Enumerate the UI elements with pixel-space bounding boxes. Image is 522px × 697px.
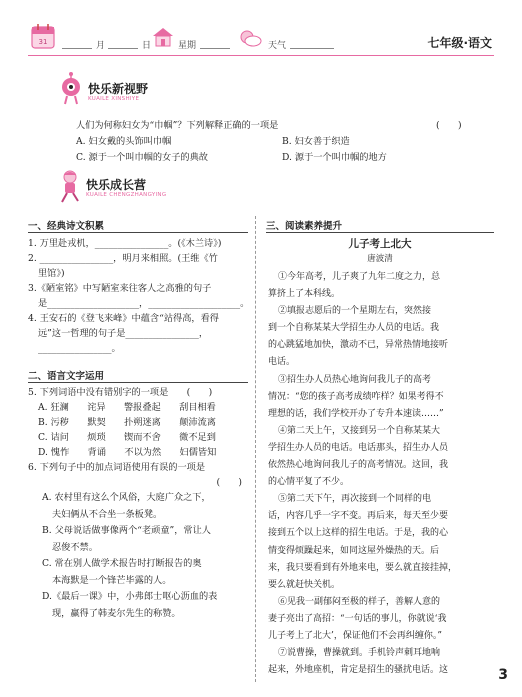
q5-option-d: D. 愧怍 背诵 不以为然 妇儒皆知 [38, 447, 217, 458]
section1-option-c: C. 源于一个叫巾帼的女子的典故 [76, 152, 208, 163]
q5-option-a: A. 狂澜 诧异 警报叠起 刮目相看 [38, 402, 216, 413]
calendar-icon [30, 22, 56, 50]
section2-title: 快乐成长营 [86, 178, 147, 192]
header-divider [28, 55, 494, 56]
q6-paren: ( ) [216, 477, 242, 488]
section1-option-b: B. 妇女善于织造 [282, 136, 350, 147]
q1: 1. 万里赴戎机，________________。(《木兰诗》) [28, 238, 222, 249]
part3-title: 三、阅读素养提升 [266, 221, 343, 232]
article-author: 唐波清 [367, 254, 393, 264]
q5-option-c: C. 诘问 烦琐 锲而不舍 微不足到 [38, 432, 216, 443]
q2-line1: 2. ________________，明月来相照。(王维《竹 [28, 253, 218, 264]
part2-rule [28, 382, 248, 383]
q6-option-a-line1: A. 农村里有这么个风俗，大庭广众之下， [42, 492, 211, 503]
svg-text:31: 31 [38, 38, 48, 46]
article-line: 电话。 [268, 357, 296, 368]
q6-option-c-line2: 本海默是一个锋芒毕露的人。 [52, 574, 172, 586]
left-questions-part1 [28, 236, 250, 356]
q4-line2: 远”这一哲理的句子是________________， [38, 328, 209, 339]
alien-mascot-icon [58, 72, 84, 106]
article-line: 接到五个以上这样的招生电话。于是，我的心 [268, 528, 449, 539]
house-icon [152, 26, 174, 48]
q6-option-a-line2: 夫妇俩从不合坐一条板凳。 [52, 508, 163, 520]
q4-line3: ________________。 [38, 343, 121, 354]
section1-question: 人们为何称妇女为“巾帼”？下列解释正确的一项是 [76, 120, 279, 131]
article-line: 理想的话，我们学校开办了专升本速读……” [268, 408, 444, 419]
q5-option-b: B. 污秽 默契 扑朔迷离 颠沛流离 [38, 417, 216, 428]
article-line: 情况：“您的孩子高考成绩咋样？如果考得不 [268, 391, 444, 402]
article-line: 情变得烦躁起来，如同这屋外燥热的天。后 [268, 545, 440, 556]
article-line: ①今年高考，儿子爽了九年二度之力，总 [278, 272, 441, 282]
article-line: 来，我只要看到有外地来电，要么就直接挂掉， [268, 562, 458, 573]
article-line: ②填报志愿后的一个星期左右，突然接 [278, 306, 432, 317]
column-divider [255, 216, 256, 682]
part2-title: 二、语言文字运用 [28, 371, 105, 382]
article-line: 儿子考上了北大’，保证他们不会再纠缠你。” [268, 630, 442, 641]
day-label: 日 [142, 41, 152, 51]
left-questions-part2 [28, 385, 250, 622]
section1-answer-paren: ( ) [436, 120, 462, 131]
part3-rule [266, 232, 494, 233]
article-line: 到一个自称某某大学招生办人员的电话。我 [268, 323, 440, 334]
weekday-label: 星期 [178, 41, 197, 51]
q4-line1: 4. 王安石的《登飞来峰》中蕴含“站得高，看得 [28, 313, 219, 324]
article-line: ⑥见我一副郁闷至极的样子，善解人意的 [278, 596, 441, 607]
article-line: 依然热心地询问我儿子的高考情况。这回，我 [268, 460, 449, 471]
weather-icon [238, 28, 262, 48]
article-title: 儿子考上北大 [348, 238, 412, 250]
section1-option-a: A. 妇女戴的头饰叫巾帼 [76, 136, 172, 147]
article-line: 妻子亮出了高招：“一句话的事儿，你就说‘我 [268, 613, 447, 624]
weather-label: 天气 [268, 41, 287, 51]
article-line: 话，内容几乎一字不变。再后来，每天至少要 [268, 511, 449, 522]
grade-subject: 七年级·语文 [427, 36, 492, 50]
article-line: 起来，外地座机，肯定是招生的骚扰电话。这 [268, 665, 449, 676]
running-kid-icon [56, 170, 82, 204]
part1-rule [28, 232, 248, 233]
article-line: ④第二天上午，又接到另一个自称某某大 [278, 425, 441, 436]
q6-option-d-line1: D.《最后一课》中，小弗郎士呕心沥血的表 [42, 591, 218, 602]
q3-line1: 3.《陋室铭》中写陋室来往客人之高雅的句子 [28, 283, 212, 294]
q6-option-b-line1: B. 父母说话做事像两个“老顽童”，常让人 [42, 525, 211, 536]
page-header [0, 0, 522, 60]
section1-title: 快乐新视野 [88, 82, 149, 96]
q3-line2: 是____________________，____________________。 [38, 298, 250, 309]
q2-line2: 里馆》) [38, 268, 65, 279]
q6-option-c-line1: C. 常在别人做学术报告时打断报告的奥 [42, 558, 202, 569]
article-line: 学招生办人员的电话。电话那头，招生办人员 [268, 442, 449, 453]
page-number: 3 [498, 667, 508, 683]
section1-option-d: D. 源于一个叫巾帼的地方 [282, 152, 387, 163]
article-line: 要么就赶快关机。 [268, 579, 341, 590]
month-label: 月 [96, 41, 106, 51]
q6-option-d-line2: 现，赢得了韩麦尔先生的称赞。 [52, 607, 181, 619]
article-line: ⑦说曹操，曹操就到。手机铃声刺耳地响 [278, 648, 441, 659]
article-line: ⑤第二天下午，再次接到一个同样的电 [278, 494, 432, 505]
article-line: 的心跳猛地加快，激动不已，异常热情地接听 [268, 340, 449, 351]
q6-option-b-line2: 忍俊不禁。 [52, 541, 98, 553]
article-line: 的心情平复了不少。 [268, 477, 350, 488]
q5: 5. 下列词语中没有错别字的一项是 ( ) [28, 387, 213, 398]
section2-subtitle: KUAILE CHENGZHANGYING [86, 192, 167, 198]
part1-title: 一、经典诗文积累 [28, 221, 105, 232]
section1-subtitle: KUAILE XINSHIYE [88, 96, 140, 102]
article-line: 算挤上了本科线。 [268, 289, 341, 300]
q6: 6. 下列句子中的加点词语使用有误的一项是 [28, 462, 206, 473]
article-line: ③招生办人员热心地询问我儿子的高考 [278, 374, 432, 385]
article-body [268, 269, 498, 679]
